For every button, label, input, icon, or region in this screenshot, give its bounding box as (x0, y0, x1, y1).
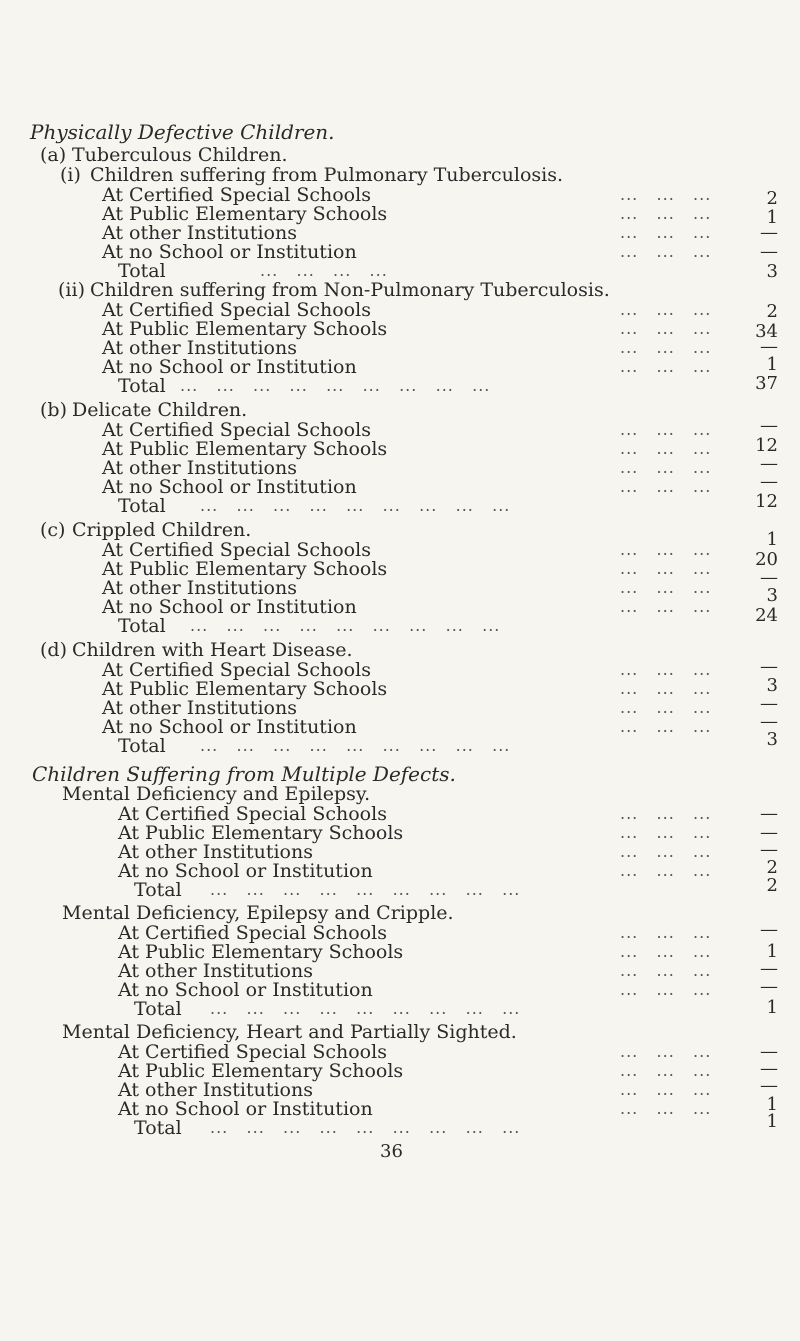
row-value: — (760, 976, 778, 997)
section-a-heading: Tuberculous Children. (72, 144, 288, 166)
section-b-heading: Delicate Children. (72, 399, 248, 421)
leader-dots: ... ... ... (620, 357, 712, 376)
row-total-value: 12 (755, 491, 778, 512)
row-value: — (760, 1058, 778, 1079)
row-label: At Public Elementary Schools (118, 822, 404, 844)
leader-dots: ... ... ... (620, 204, 712, 223)
leader-dots: ... ... ... (620, 1099, 712, 1118)
row-value: — (760, 803, 778, 824)
leader-dots: ... ... ... (620, 223, 712, 242)
leader-dots: ... ... ... (620, 961, 712, 980)
leader-dots: ... ... ... ... ... ... ... ... ... (210, 999, 521, 1018)
leader-dots: ... ... ... (620, 439, 712, 458)
leader-dots: ... ... ... (620, 578, 712, 597)
leader-dots: ... ... ... (620, 717, 712, 736)
row-label: At no School or Institution (118, 860, 373, 882)
section-d-heading: Children with Heart Disease. (72, 639, 353, 661)
row-label: At no School or Institution (118, 1098, 373, 1120)
row-label: At other Institutions (102, 457, 297, 479)
row-label: At Public Elementary Schools (102, 678, 388, 700)
leader-dots: ... ... ... ... ... ... ... ... ... (180, 376, 491, 395)
row-total-label: Total (118, 260, 166, 282)
leader-dots: ... ... ... (620, 338, 712, 357)
row-label: At Public Elementary Schools (118, 1060, 404, 1082)
page-title: Physically Defective Children. (30, 120, 335, 144)
leader-dots: ... ... ... (620, 804, 712, 823)
leader-dots: ... ... ... ... (260, 261, 388, 280)
leader-dots: ... ... ... (620, 660, 712, 679)
row-label: At no School or Institution (118, 979, 373, 1001)
leader-dots: ... ... ... (620, 477, 712, 496)
row-total-label: Total (134, 879, 182, 901)
row-value: 2 (766, 301, 778, 322)
subsection-ii-heading: Children suffering from Non-Pulmonary Tuberculosis. (90, 279, 610, 301)
section-b-marker: (b) (40, 399, 67, 421)
row-value: 20 (755, 549, 778, 570)
row-value: — (760, 822, 778, 843)
row-label: At Certified Special Schools (118, 922, 387, 944)
leader-dots: ... ... ... (620, 861, 712, 880)
row-value: — (760, 958, 778, 979)
group-heading: Mental Deficiency, Epilepsy and Cripple. (62, 902, 454, 924)
row-label: At no School or Institution (102, 356, 357, 378)
row-label: At other Institutions (102, 577, 297, 599)
subsection-i-marker: (i) (60, 164, 81, 186)
leader-dots: ... ... ... (620, 942, 712, 961)
row-value: 34 (755, 321, 778, 342)
row-label: At other Institutions (102, 222, 297, 244)
leader-dots: ... ... ... (620, 1061, 712, 1080)
row-label: At Certified Special Schools (118, 1041, 387, 1063)
page-number: 36 (380, 1141, 403, 1162)
row-total-value: 3 (766, 729, 778, 750)
row-label: At other Institutions (118, 1079, 313, 1101)
row-label: At other Institutions (118, 960, 313, 982)
section-c-marker: (c) (40, 519, 66, 541)
section-d-marker: (d) (40, 639, 67, 661)
row-total-label: Total (118, 375, 166, 397)
row-label: At Public Elementary Schools (102, 438, 388, 460)
row-total-value: 37 (755, 373, 778, 394)
row-value: 2 (766, 188, 778, 209)
row-value: — (760, 919, 778, 940)
section-c-heading: Crippled Children. (72, 519, 252, 541)
row-label: At Public Elementary Schools (102, 203, 388, 225)
row-total-value: 2 (766, 875, 778, 896)
leader-dots: ... ... ... ... ... ... ... ... ... (210, 1118, 521, 1137)
row-value: 1 (766, 941, 778, 962)
row-value: 1 (766, 354, 778, 375)
leader-dots: ... ... ... (620, 458, 712, 477)
subsection-ii-marker: (ii) (58, 279, 85, 301)
row-value: — (760, 1041, 778, 1062)
row-value: — (760, 471, 778, 492)
leader-dots: ... ... ... ... ... ... ... ... ... (190, 616, 501, 635)
row-total-label: Total (118, 495, 166, 517)
row-value: — (760, 839, 778, 860)
row-total-label: Total (118, 735, 166, 757)
row-value: — (760, 1075, 778, 1096)
row-value: 1 (766, 207, 778, 228)
leader-dots: ... ... ... (620, 1042, 712, 1061)
row-total-label: Total (134, 998, 182, 1020)
group-heading: Mental Deficiency and Epilepsy. (62, 783, 371, 805)
row-value: 2 (766, 857, 778, 878)
row-total-value: 3 (766, 261, 778, 282)
subsection-i-heading: Children suffering from Pulmonary Tuberculosis. (90, 164, 564, 186)
row-label: At Certified Special Schools (118, 803, 387, 825)
leader-dots: ... ... ... ... ... ... ... ... ... (200, 736, 511, 755)
row-value: — (760, 415, 778, 436)
leader-dots: ... ... ... (620, 679, 712, 698)
row-value: 3 (766, 675, 778, 696)
leader-dots: ... ... ... (620, 185, 712, 204)
row-value: — (760, 656, 778, 677)
leader-dots: ... ... ... (620, 842, 712, 861)
row-label: At Certified Special Schools (102, 419, 371, 441)
leader-dots: ... ... ... (620, 420, 712, 439)
leader-dots: ... ... ... (620, 300, 712, 319)
row-total-label: Total (118, 615, 166, 637)
row-label: At Public Elementary Schools (102, 318, 388, 340)
section-a-marker: (a) (40, 144, 67, 166)
row-value: 3 (766, 585, 778, 606)
row-value: — (760, 241, 778, 262)
leader-dots: ... ... ... ... ... ... ... ... ... (200, 496, 511, 515)
leader-dots: ... ... ... ... ... ... ... ... ... (210, 880, 521, 899)
row-label: At other Institutions (102, 337, 297, 359)
row-value: 1 (766, 1094, 778, 1115)
row-label: At Certified Special Schools (102, 184, 371, 206)
leader-dots: ... ... ... (620, 1080, 712, 1099)
leader-dots: ... ... ... (620, 319, 712, 338)
row-label: At Certified Special Schools (102, 659, 371, 681)
leader-dots: ... ... ... (620, 923, 712, 942)
row-label: At Public Elementary Schools (102, 558, 388, 580)
leader-dots: ... ... ... (620, 597, 712, 616)
leader-dots: ... ... ... (620, 698, 712, 717)
row-label: At other Institutions (118, 841, 313, 863)
row-label: At Public Elementary Schools (118, 941, 404, 963)
row-value: — (760, 693, 778, 714)
row-label: At other Institutions (102, 697, 297, 719)
leader-dots: ... ... ... (620, 540, 712, 559)
row-value: — (760, 222, 778, 243)
leader-dots: ... ... ... (620, 242, 712, 261)
row-label: At Certified Special Schools (102, 539, 371, 561)
row-total-value: 24 (755, 605, 778, 626)
row-value: — (760, 336, 778, 357)
leader-dots: ... ... ... (620, 980, 712, 999)
row-value: — (760, 453, 778, 474)
leader-dots: ... ... ... (620, 823, 712, 842)
row-label: At no School or Institution (102, 716, 357, 738)
leader-dots: ... ... ... (620, 559, 712, 578)
group-heading: Mental Deficiency, Heart and Partially Sighted. (62, 1021, 517, 1043)
row-total-value: 1 (766, 1111, 778, 1132)
row-label: At no School or Institution (102, 241, 357, 263)
row-value: 1 (766, 529, 778, 550)
multiple-defects-title: Children Suffering from Multiple Defects. (32, 762, 456, 786)
row-value: — (760, 711, 778, 732)
row-total-value: 1 (766, 997, 778, 1018)
row-value: — (760, 567, 778, 588)
row-value: 12 (755, 435, 778, 456)
row-label: At no School or Institution (102, 476, 357, 498)
row-label: At no School or Institution (102, 596, 357, 618)
row-label: At Certified Special Schools (102, 299, 371, 321)
row-total-label: Total (134, 1117, 182, 1139)
